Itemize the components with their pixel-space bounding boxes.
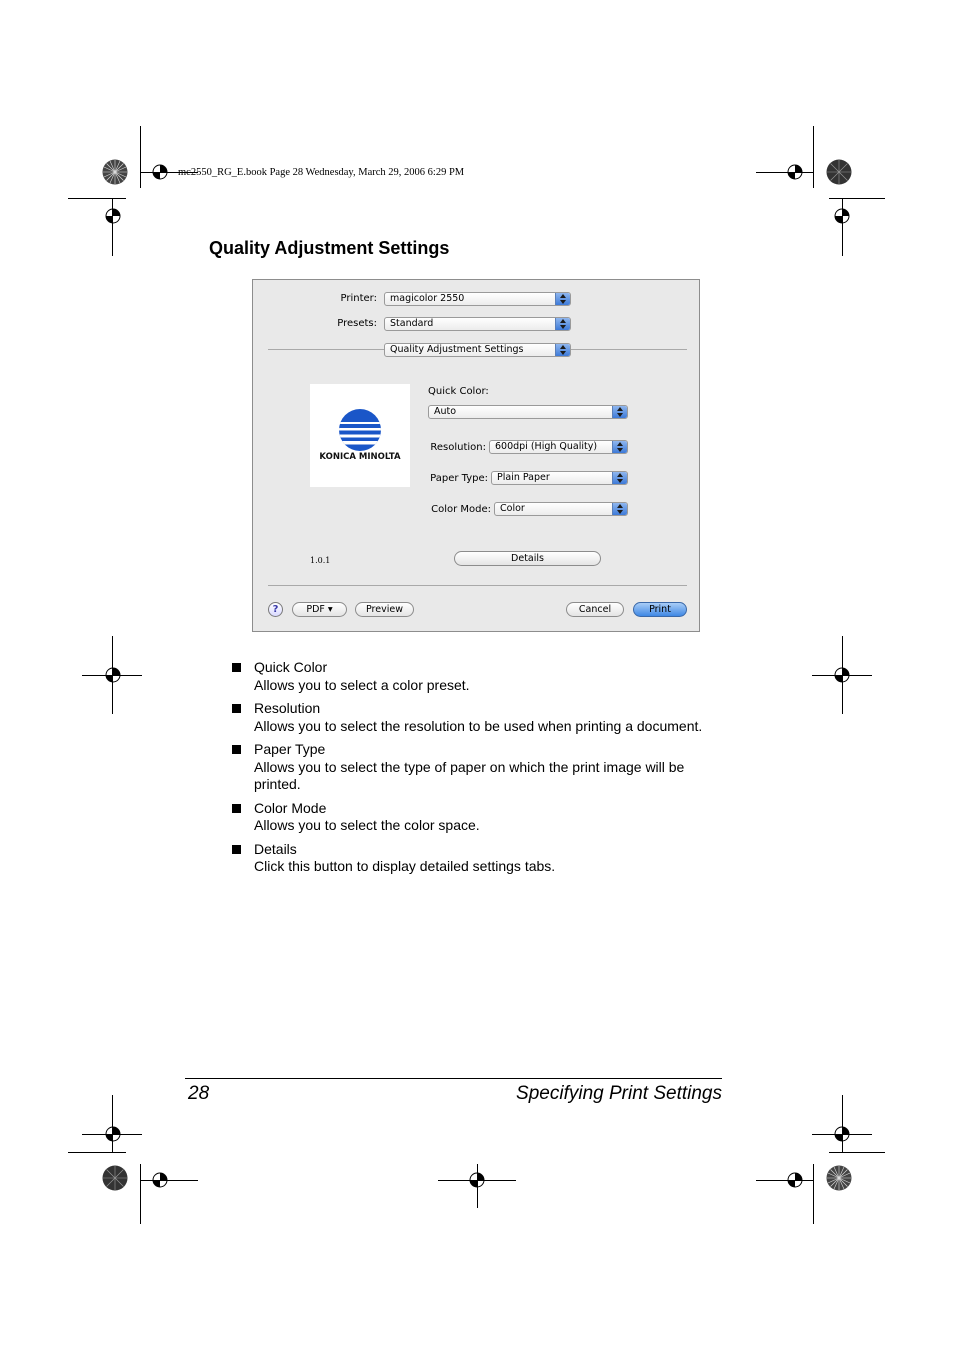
popup-arrows-icon — [555, 344, 570, 356]
list-item-description: Allows you to select the resolution to be used when printing a document. — [254, 717, 703, 734]
color-mode-select[interactable] — [494, 502, 628, 516]
registration-rosette-icon — [102, 159, 128, 185]
list-item — [232, 700, 732, 735]
panel-select-value: Quality Adjustment Settings — [390, 344, 524, 355]
chapter-title: Specifying Print Settings — [516, 1083, 722, 1104]
resolution-label: Resolution: — [430, 442, 486, 453]
footer-rule — [185, 1078, 722, 1079]
details-button[interactable]: Details — [454, 551, 601, 566]
list-item-description: Allows you to select the color space. — [254, 817, 480, 833]
printer-select[interactable] — [384, 292, 571, 306]
quick-color-select-value: Auto — [434, 406, 457, 417]
list-item — [232, 841, 732, 876]
separator — [268, 349, 384, 350]
preview-button[interactable]: Preview — [355, 602, 414, 617]
list-item-title: Resolution — [254, 700, 321, 716]
presets-label: Presets: — [337, 318, 377, 329]
presets-select[interactable] — [384, 317, 571, 331]
logo-text: KONICA MINOLTA — [319, 452, 401, 462]
quick-color-label: Quick Color: — [428, 386, 489, 397]
driver-version: 1.0.1 — [310, 556, 331, 565]
panel-select[interactable] — [384, 343, 571, 357]
color-mode-label: Color Mode: — [431, 504, 491, 515]
bullet-square-icon — [232, 663, 241, 672]
paper-type-select-value: Plain Paper — [497, 472, 550, 483]
pdf-button[interactable]: PDF ▾ — [292, 602, 347, 617]
list-item-title: Color Mode — [254, 799, 327, 816]
quick-color-select[interactable] — [428, 405, 628, 419]
separator — [268, 585, 687, 586]
list-item-description: Allows you to select the type of paper on which the print image will be printed. — [254, 758, 685, 792]
section-title: Quality Adjustment Settings — [209, 238, 450, 258]
paper-type-select[interactable] — [491, 471, 628, 485]
cancel-button[interactable]: Cancel — [566, 602, 624, 617]
popup-arrows-icon — [612, 406, 627, 418]
popup-arrows-icon — [612, 503, 627, 515]
print-button[interactable]: Print — [633, 602, 687, 617]
list-item — [232, 800, 732, 835]
separator — [571, 349, 687, 350]
list-item — [232, 659, 732, 694]
list-item-title: Paper Type — [254, 741, 326, 757]
bullet-square-icon — [232, 804, 241, 813]
page-number: 28 — [188, 1083, 210, 1104]
globe-logo-icon — [338, 408, 382, 452]
list-item — [232, 741, 732, 794]
bullet-square-icon — [232, 745, 241, 754]
list-item-title: Quick Color — [254, 659, 328, 675]
popup-arrows-icon — [555, 293, 570, 305]
popup-arrows-icon — [555, 318, 570, 330]
bullet-square-icon — [232, 845, 241, 854]
help-icon[interactable]: ? — [268, 602, 283, 617]
settings-description-list — [232, 659, 732, 882]
registration-rosette-icon — [102, 1165, 128, 1191]
resolution-select-value: 600dpi (High Quality) — [495, 441, 598, 452]
list-item-title: Details — [254, 840, 297, 857]
bullet-square-icon — [232, 704, 241, 713]
print-dialog — [252, 279, 700, 632]
popup-arrows-icon — [612, 441, 627, 453]
list-item-description: Allows you to select a color preset. — [254, 676, 470, 693]
color-mode-select-value: Color — [500, 503, 525, 514]
resolution-select[interactable] — [489, 440, 628, 454]
registration-rosette-icon — [826, 159, 852, 185]
list-item-description: Click this button to display detailed settings tabs. — [254, 858, 556, 874]
registration-rosette-icon — [826, 1165, 852, 1191]
crosshair-icon — [100, 203, 126, 229]
paper-type-label: Paper Type: — [430, 473, 488, 484]
printer-select-value: magicolor 2550 — [390, 293, 465, 304]
presets-select-value: Standard — [390, 318, 434, 329]
konica-minolta-logo — [310, 384, 410, 487]
book-header-line: mc2550_RG_E.book Page 28 Wednesday, March 29, 2006 6:29 PM — [178, 167, 465, 178]
popup-arrows-icon — [612, 472, 627, 484]
printer-label: Printer: — [340, 293, 377, 304]
